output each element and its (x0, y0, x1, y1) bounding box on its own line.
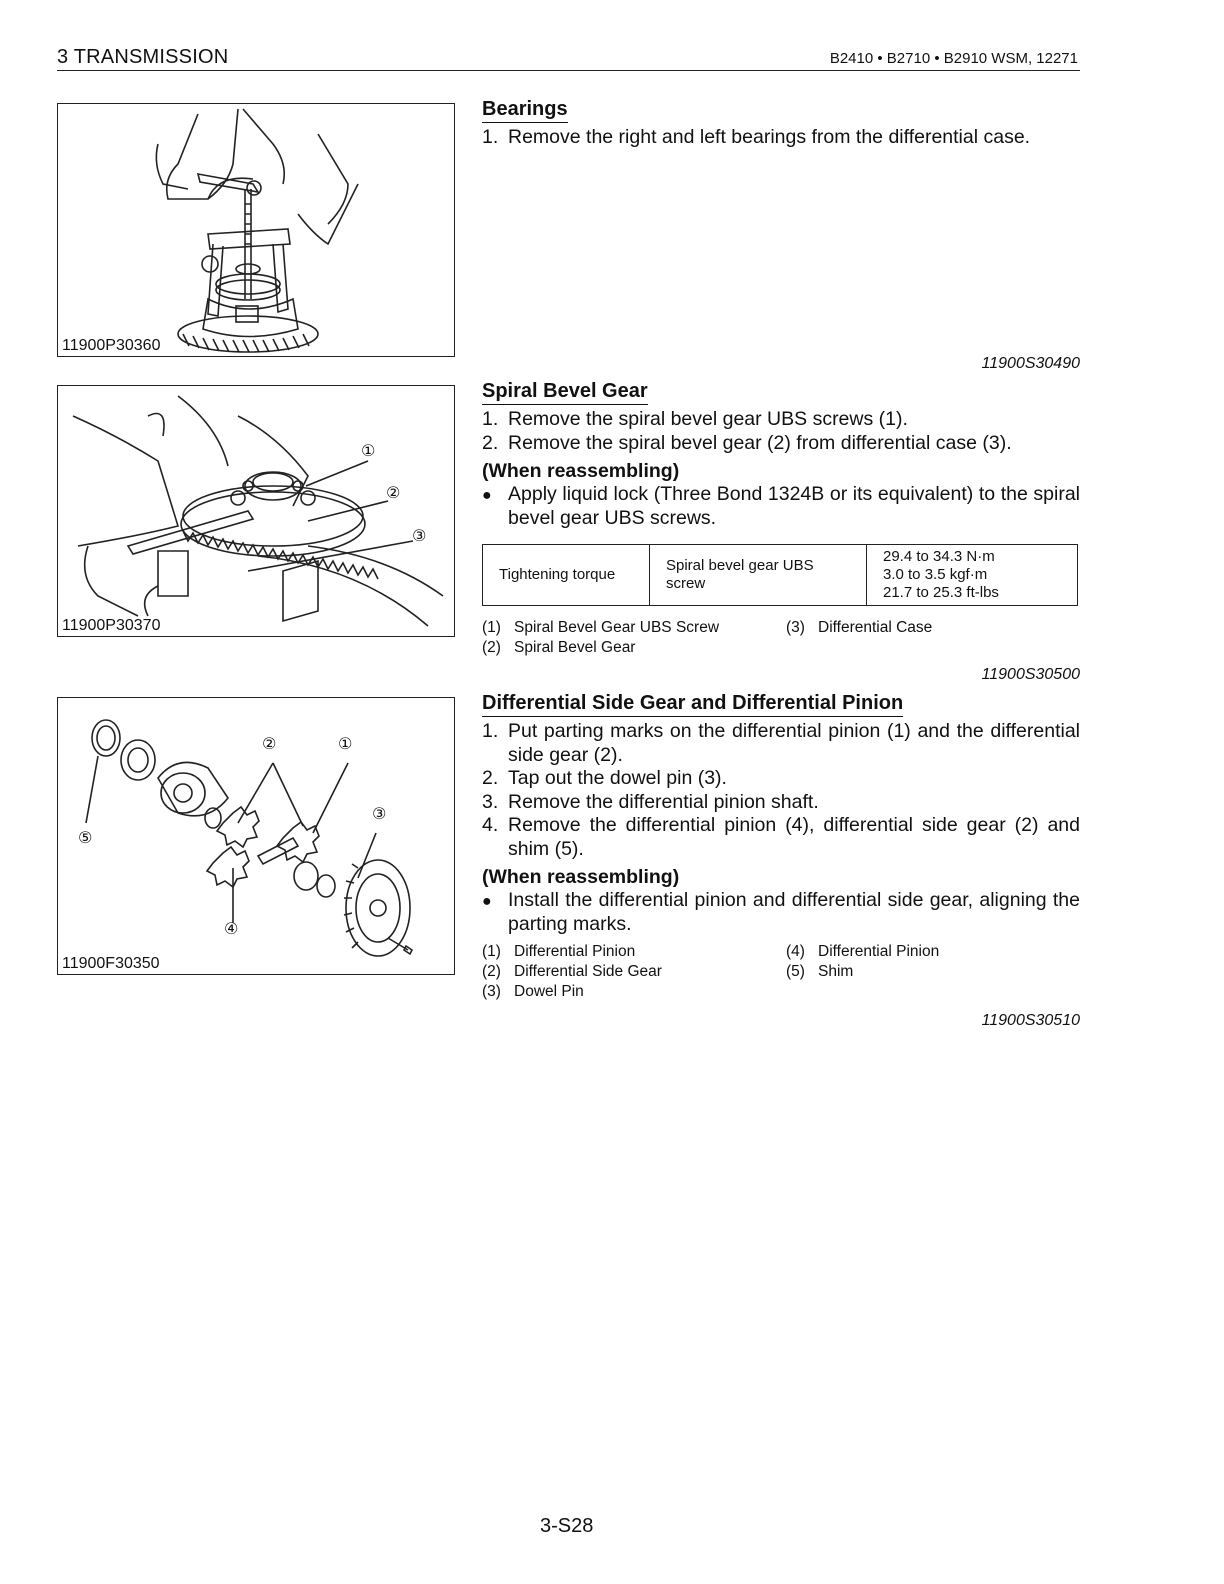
reference-code: 11900S30510 (981, 1012, 1080, 1029)
step-item (482, 408, 1080, 432)
callout-1: ① (338, 736, 353, 753)
reference-code: 11900S30500 (981, 666, 1080, 683)
callout-5: ⑤ (78, 830, 93, 847)
bullet-dot: ● (482, 893, 492, 910)
step-item (482, 126, 1080, 150)
step-item (482, 791, 1080, 815)
legend-item (482, 942, 786, 962)
step-text: Put parting marks on the differential pinion (1) and the differential side gear (2). (508, 720, 1080, 766)
legend-key: (5) (786, 963, 805, 980)
page-number: 3-S28 (540, 1515, 594, 1537)
figure-differential-exploded (57, 697, 455, 975)
torque-table (482, 544, 1078, 606)
figure-code: 11900F30350 (62, 955, 160, 972)
reassembling-heading: (When reassembling) (482, 866, 680, 888)
figure-spiral-bevel-gear (57, 385, 455, 637)
torque-value-ftlbs: 21.7 to 25.3 ft-lbs (883, 584, 999, 601)
legend-value: Differential Side Gear (514, 963, 662, 980)
legend-item (786, 962, 1076, 982)
model-reference: B2410 • B2710 • B2910 WSM, 12271 (829, 50, 1078, 67)
step-text: Tap out the dowel pin (3). (508, 767, 727, 789)
header-divider (57, 70, 1080, 71)
parts-legend (482, 618, 1080, 658)
legend-value: Shim (818, 963, 854, 980)
callout-2: ② (386, 485, 401, 502)
step-number: 3. (482, 790, 499, 813)
step-number: 1. (482, 408, 499, 430)
bullet-text: Install the differential pinion and differential side gear, aligning the parting marks. (508, 889, 1080, 935)
section-differential-side-gear (482, 692, 1080, 1002)
parts-legend (482, 942, 1080, 1002)
bullet-item (482, 483, 1080, 530)
callout-4: ④ (224, 921, 239, 938)
figure-bearing-removal (57, 103, 455, 357)
legend-value: Differential Pinion (514, 943, 636, 960)
legend-item (482, 618, 786, 638)
figure-code: 11900P30370 (62, 617, 161, 634)
callout-1: ① (361, 443, 376, 460)
step-number: 4. (482, 814, 499, 836)
reassembling-heading: (When reassembling) (482, 460, 680, 482)
step-text: Remove the differential pinion shaft. (508, 790, 819, 813)
bullet-text: Apply liquid lock (Three Bond 1324B or its equivalent) to the spiral bevel gear UBS screws. (508, 483, 1080, 529)
step-item (482, 814, 1080, 861)
section-title: 3 TRANSMISSION (57, 46, 229, 68)
step-list (482, 720, 1080, 861)
legend-key: (4) (786, 943, 805, 960)
step-text: Remove the right and left bearings from the differential case. (508, 126, 1031, 148)
legend-value: Differential Case (818, 619, 933, 636)
step-item (482, 767, 1080, 791)
legend-item (786, 942, 1076, 962)
legend-key: (3) (482, 983, 501, 1000)
bearing-puller-illustration (58, 104, 454, 356)
step-number: 1. (482, 126, 499, 148)
step-item (482, 720, 1080, 767)
legend-value: Differential Pinion (818, 943, 940, 960)
legend-key: (2) (482, 639, 501, 656)
step-text: Remove the spiral bevel gear UBS screws (1). (508, 408, 908, 430)
legend-key: (1) (482, 619, 501, 636)
step-text: Remove the spiral bevel gear (2) from differential case (3). (508, 431, 1012, 454)
legend-item (482, 962, 786, 982)
legend-value: Spiral Bevel Gear (514, 639, 636, 656)
torque-label: Tightening torque (483, 545, 650, 606)
section-heading: Spiral Bevel Gear (482, 380, 648, 405)
step-number: 1. (482, 720, 499, 742)
callout-2: ② (262, 736, 277, 753)
legend-item (786, 618, 1076, 638)
torque-values (867, 545, 1078, 606)
torque-item: Spiral bevel gear UBS screw (650, 545, 867, 606)
figure-code: 11900P30360 (62, 337, 161, 354)
step-number: 2. (482, 431, 499, 454)
section-heading: Bearings (482, 98, 568, 123)
legend-value: Dowel Pin (514, 983, 584, 1000)
callout-3: ③ (412, 528, 427, 545)
spiral-bevel-gear-illustration (58, 386, 454, 636)
section-heading: Differential Side Gear and Differential Pinion (482, 692, 903, 717)
torque-value-kgfm: 3.0 to 3.5 kgf·m (883, 566, 988, 583)
step-number: 2. (482, 767, 499, 789)
step-list (482, 408, 1080, 455)
differential-exploded-illustration (58, 698, 454, 974)
legend-key: (1) (482, 943, 501, 960)
step-item (482, 432, 1080, 456)
legend-value: Spiral Bevel Gear UBS Screw (514, 619, 720, 636)
callout-3: ③ (372, 806, 387, 823)
section-bearings (482, 98, 1080, 150)
bullet-item (482, 889, 1080, 936)
bullet-dot: ● (482, 487, 492, 504)
legend-item (482, 982, 786, 1002)
step-text: Remove the differential pinion (4), differential side gear (2) and shim (5). (508, 814, 1080, 860)
step-list (482, 126, 1080, 150)
legend-key: (2) (482, 963, 501, 980)
section-spiral-bevel-gear (482, 380, 1080, 658)
torque-value-nm: 29.4 to 34.3 N·m (883, 548, 995, 565)
reference-code: 11900S30490 (981, 355, 1080, 372)
legend-key: (3) (786, 619, 805, 636)
legend-item (482, 638, 786, 658)
